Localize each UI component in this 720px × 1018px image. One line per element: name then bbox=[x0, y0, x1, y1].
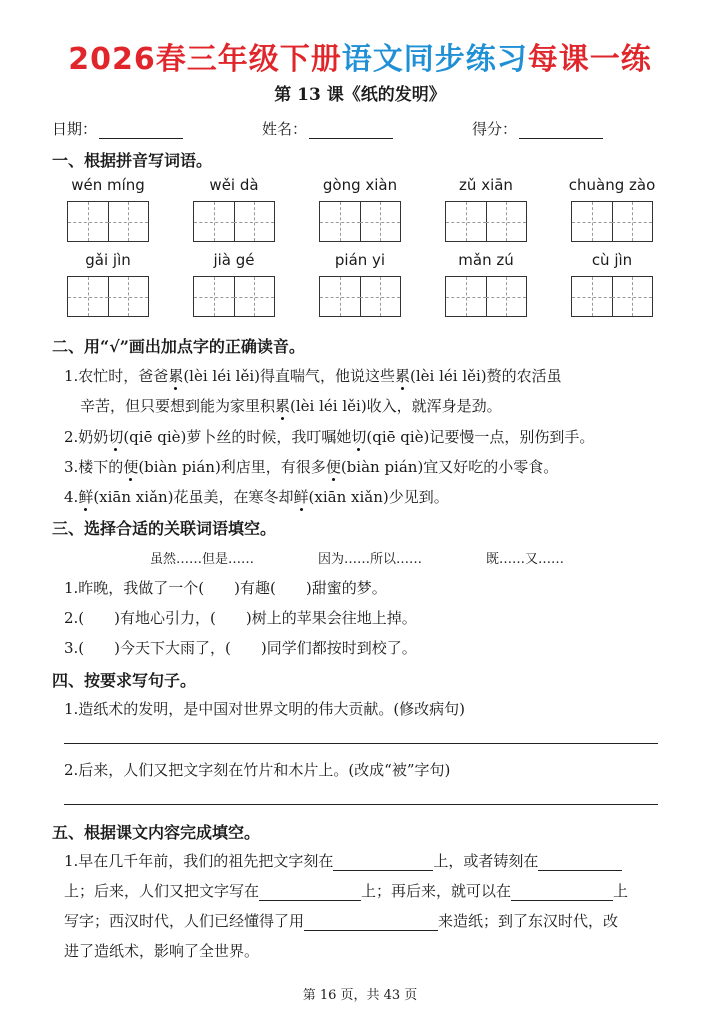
pinyin-label: wěi dà bbox=[209, 176, 259, 194]
writing-grid[interactable] bbox=[319, 276, 401, 317]
writing-grid[interactable] bbox=[445, 276, 527, 317]
pinyin-label: mǎn zú bbox=[458, 251, 514, 269]
title-series: 每课一练 bbox=[527, 42, 652, 77]
question-2-3: 3.楼下的便(biàn pián)利店里，有很多便(biàn pián)宜又好吃的小零食。 bbox=[64, 458, 559, 476]
page-number: 第 16 页，共 43 页 bbox=[302, 988, 418, 1003]
writing-grid[interactable] bbox=[193, 201, 275, 242]
dotted-char: 切 bbox=[108, 428, 124, 446]
fill-line-2: 上；后来，人们又把文字写在 上；再后来，就可以在 上 bbox=[64, 882, 629, 900]
pinyin-label: zǔ xiān bbox=[459, 176, 513, 194]
fill-blank[interactable] bbox=[304, 914, 438, 931]
fill-line-4: 进了造纸术，影响了全世界。 bbox=[64, 942, 260, 960]
dotted-char: 累 bbox=[275, 397, 291, 415]
fill-line-1: 1.早在几千年前，我们的祖先把文字刻在 上，或者铸刻在 bbox=[64, 850, 622, 871]
writing-grid[interactable] bbox=[571, 276, 653, 317]
pinyin-label: cù jìn bbox=[591, 251, 633, 269]
dotted-char: 累 bbox=[394, 367, 410, 385]
conjunction-option: 既……又…… bbox=[486, 552, 565, 567]
name-label: 姓名： bbox=[262, 120, 308, 138]
dotted-char: 便 bbox=[325, 458, 341, 476]
title-grade: 春三年级下册 bbox=[155, 42, 342, 77]
question-4-1: 1.造纸术的发明，是中国对世界文明的伟大贡献。(修改病句) bbox=[64, 700, 466, 718]
fill-line-3: 写字；西汉时代，人们已经懂得了用 来造纸；到了东汉时代，改 bbox=[64, 912, 619, 930]
dotted-char: 鲜 bbox=[293, 488, 309, 506]
lesson-subtitle: 第 13 课《纸的发明》 bbox=[274, 85, 446, 105]
pinyin-label: gǎi jìn bbox=[85, 251, 131, 269]
question-2-2: 2.奶奶切(qiē qiè)萝卜丝的时候，我叮嘱她切(qiē qiè)记要慢一点，别伤到手。 bbox=[64, 428, 595, 446]
dotted-char: 切 bbox=[351, 428, 367, 446]
name-field[interactable] bbox=[262, 118, 393, 139]
fill-blank[interactable] bbox=[511, 884, 613, 901]
conjunction-option: 因为……所以…… bbox=[318, 552, 423, 567]
title-year: 2026 bbox=[68, 42, 156, 77]
question-3-1[interactable]: 1.昨晚，我做了一个( )有趣( )甜蜜的梦。 bbox=[64, 579, 387, 597]
question-2-4: 4.鲜(xiān xiǎn)花虽美，在寒冬却鲜(xiān xiǎn)少见到。 bbox=[64, 488, 449, 506]
pinyin-label: jià gé bbox=[213, 251, 255, 269]
date-field[interactable] bbox=[52, 118, 183, 139]
fill-blank[interactable] bbox=[259, 884, 361, 901]
score-blank[interactable] bbox=[519, 124, 603, 139]
section1-heading: 一、根据拼音写词语。 bbox=[52, 151, 213, 170]
pinyin-label: pián yi bbox=[334, 251, 386, 269]
name-blank[interactable] bbox=[309, 124, 393, 139]
writing-grid[interactable] bbox=[571, 201, 653, 242]
pinyin-label: gòng xiàn bbox=[322, 176, 398, 194]
fill-blank[interactable] bbox=[333, 854, 433, 871]
pinyin-label: chuàng zào bbox=[568, 176, 656, 194]
dotted-char: 累 bbox=[168, 367, 184, 385]
score-field[interactable] bbox=[472, 118, 603, 139]
section2-heading: 二、用“√”画出加点字的正确读音。 bbox=[52, 337, 305, 356]
writing-grid[interactable] bbox=[319, 201, 401, 242]
answer-line[interactable] bbox=[64, 743, 658, 744]
section4-heading: 四、按要求写句子。 bbox=[52, 671, 197, 690]
fill-blank[interactable] bbox=[538, 854, 622, 871]
writing-grid[interactable] bbox=[67, 201, 149, 242]
question-2-1-line2: 辛苦，但只要想到能为家里积累(lèi léi lěi)收入，就浑身是劲。 bbox=[80, 397, 502, 415]
question-3-2[interactable]: 2.( )有地心引力，( )树上的苹果会往地上掉。 bbox=[64, 609, 417, 627]
dotted-char: 便 bbox=[123, 458, 139, 476]
date-label: 日期： bbox=[52, 120, 98, 138]
date-blank[interactable] bbox=[99, 124, 183, 139]
writing-grid[interactable] bbox=[445, 201, 527, 242]
section3-heading: 三、选择合适的关联词语填空。 bbox=[52, 519, 277, 538]
writing-grid[interactable] bbox=[67, 276, 149, 317]
conjunction-option: 虽然……但是…… bbox=[150, 552, 255, 567]
writing-grid[interactable] bbox=[193, 276, 275, 317]
question-3-3[interactable]: 3.( )今天下大雨了，( )同学们都按时到校了。 bbox=[64, 639, 417, 657]
dotted-char: 鲜 bbox=[78, 488, 94, 506]
worksheet-title bbox=[0, 34, 720, 78]
question-2-1-line1: 1.农忙时，爸爸累(lèi léi lěi)得直喘气，他说这些累(lèi léi lěi)赘的农活虽 bbox=[64, 367, 562, 385]
pinyin-label: wén míng bbox=[71, 176, 145, 194]
score-label: 得分： bbox=[472, 120, 518, 138]
section5-heading: 五、根据课文内容完成填空。 bbox=[52, 823, 261, 842]
answer-line[interactable] bbox=[64, 804, 658, 805]
title-subject: 语文同步练习 bbox=[341, 42, 528, 77]
question-4-2: 2.后来，人们又把文字刻在竹片和木片上。(改成“被”字句) bbox=[64, 761, 451, 779]
